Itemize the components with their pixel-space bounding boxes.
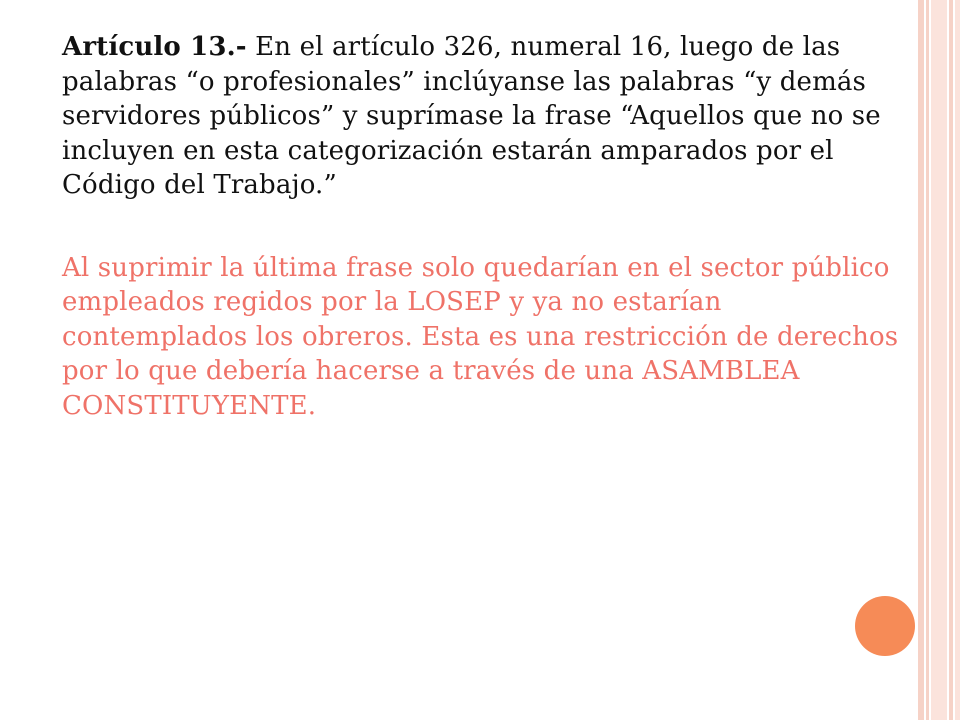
article-heading: Artículo 13.-: [62, 32, 247, 62]
commentary-paragraph: Al suprimir la última frase solo quedarían en el sector público empleados regidos por la LOSEP y ya no estarían contemplados los obreros. Esta es una restricción de derechos por lo que debería hacerse a través de una ASAMBLEA CONSTITUYENTE.: [62, 252, 899, 421]
border-stripe: [918, 0, 924, 720]
article-paragraph: [62, 30, 902, 203]
accent-circle: [855, 596, 915, 656]
article-body: En el artículo 326, numeral 16, luego de las palabras “o profesionales” inclúyanse las palabras “y demás servidores públicos” y suprímase la frase “Aquellos que no se incluyen en esta categorización estarán amparados por el Código del Trabajo.”: [62, 32, 881, 200]
border-stripe: [926, 0, 929, 720]
border-stripe: [949, 0, 953, 720]
border-stripe: [955, 0, 960, 720]
border-stripe: [931, 0, 947, 720]
slide-content: [62, 30, 902, 423]
